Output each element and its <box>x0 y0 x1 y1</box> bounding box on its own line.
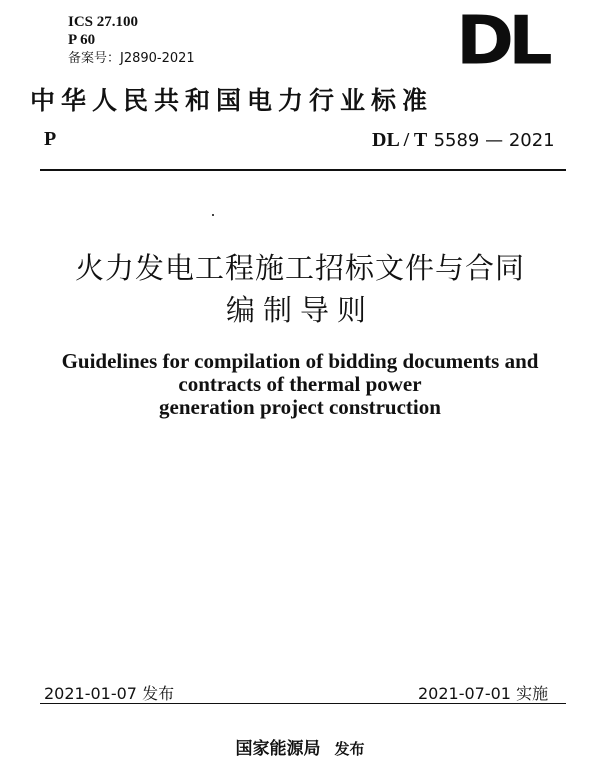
title-en-line1: Guidelines for compilation of bidding documents and <box>61 349 539 373</box>
ics-code: ICS 27.100 <box>68 14 139 30</box>
bottom-divider <box>40 703 566 704</box>
standard-code <box>372 127 555 152</box>
standard-name: 中华人民共和国电力行业标准 <box>30 86 434 115</box>
issue-date: 2021-01-07 发布 <box>44 684 175 703</box>
title-cn-line2: 编制导则 <box>225 293 374 327</box>
top-divider <box>40 169 566 171</box>
issuer-name: 国家能源局 <box>235 739 321 759</box>
title-en-line2: contracts of thermal power <box>178 372 422 396</box>
dl-logo: DL <box>456 1 547 80</box>
issuer-action: 发布 <box>334 740 365 758</box>
title-en-line3: generation project construction <box>159 395 441 419</box>
title-cn-line1: 火力发电工程施工招标文件与合同 <box>74 251 525 285</box>
category-code: P 60 <box>68 32 96 48</box>
implement-date: 2021-07-01 实施 <box>418 684 549 703</box>
issuer <box>0 734 600 759</box>
class-letter: P <box>44 128 57 150</box>
record-number: 备案号：J2890-2021 <box>68 51 195 66</box>
standard-code-prefix: DL / T <box>372 129 428 151</box>
standard-code-number: 5589 — 2021 <box>433 130 555 151</box>
scan-speck <box>212 214 214 216</box>
